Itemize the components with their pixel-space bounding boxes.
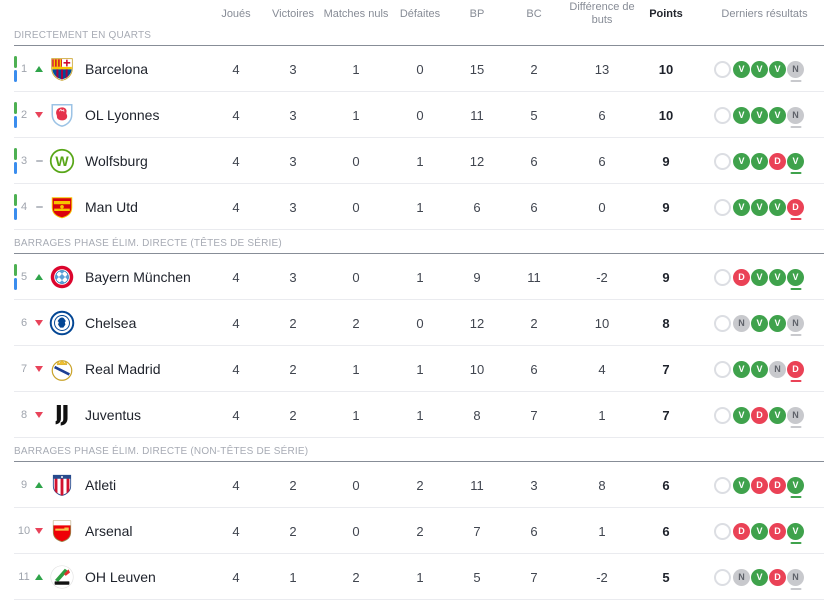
stat-points: 10 [658, 61, 674, 77]
team-name[interactable]: Man Utd [85, 199, 138, 215]
rank: 7 [20, 363, 28, 375]
result-circle: V [751, 107, 768, 124]
section-label: DIRECTEMENT EN QUARTS [14, 30, 152, 41]
recent-results [692, 523, 837, 540]
stat-points: 7 [662, 407, 670, 423]
section-label: BARRAGES PHASE ÉLIM. DIRECTE (TÊTES DE SÉRIE) [14, 238, 282, 249]
stat-goals-for: 8 [473, 407, 481, 423]
recent-results [692, 569, 837, 586]
stat-goals-against: 7 [530, 407, 538, 423]
upcoming-match-circle [714, 269, 731, 286]
stat-played: 4 [232, 107, 240, 123]
stat-goal-difference: 4 [598, 361, 606, 377]
stat-played: 4 [232, 569, 240, 585]
upcoming-match-circle [714, 107, 731, 124]
upcoming-match-circle [714, 569, 731, 586]
recent-results [692, 61, 837, 78]
table-row[interactable] [0, 184, 837, 230]
stat-points: 10 [658, 107, 674, 123]
stat-goal-difference: 6 [598, 153, 606, 169]
table-row[interactable] [0, 462, 837, 508]
column-header-goal-difference: Différence de buts [569, 1, 635, 26]
stat-losses: 1 [416, 361, 424, 377]
rank: 3 [20, 155, 28, 167]
stat-goal-difference: 1 [598, 407, 606, 423]
stat-points: 5 [662, 569, 670, 585]
recent-results [692, 107, 837, 124]
stat-wins: 2 [289, 361, 297, 377]
rank: 2 [20, 109, 28, 121]
team-crest-icon [49, 564, 75, 590]
movement-icon [33, 66, 45, 72]
latest-result-underline [790, 542, 801, 544]
column-header-played: Joués [221, 7, 251, 20]
result-circle: V [751, 315, 768, 332]
stat-wins: 2 [289, 407, 297, 423]
team-crest-icon [49, 518, 75, 544]
team-name[interactable]: Atleti [85, 477, 117, 493]
team-cell [0, 462, 208, 508]
latest-result-underline [790, 380, 801, 382]
team-crest-icon [49, 194, 75, 220]
table-row[interactable] [0, 346, 837, 392]
stat-goals-for: 15 [469, 61, 485, 77]
rank: 9 [20, 479, 28, 491]
column-header-losses: Défaites [399, 7, 441, 20]
stat-losses: 0 [416, 61, 424, 77]
result-circle: V [787, 269, 804, 286]
stat-draws: 2 [352, 569, 360, 585]
stat-goals-against: 6 [530, 361, 538, 377]
stat-goals-against: 6 [530, 153, 538, 169]
stat-wins: 2 [289, 315, 297, 331]
result-circle: D [769, 569, 786, 586]
result-circle: D [751, 477, 768, 494]
stat-points: 6 [662, 523, 670, 539]
team-crest-icon [49, 102, 75, 128]
team-name[interactable]: Bayern München [85, 269, 191, 285]
upcoming-match-circle [714, 61, 731, 78]
rank: 6 [20, 317, 28, 329]
stat-wins: 2 [289, 477, 297, 493]
table-row[interactable] [0, 392, 837, 438]
recent-results [692, 315, 837, 332]
rank: 5 [20, 271, 28, 283]
result-circle: V [733, 61, 750, 78]
stat-goals-for: 5 [473, 569, 481, 585]
table-row[interactable] [0, 138, 837, 184]
latest-result-underline [790, 496, 801, 498]
result-circle: V [751, 569, 768, 586]
upcoming-match-circle [714, 523, 731, 540]
latest-result-underline [790, 334, 801, 336]
stat-wins: 1 [289, 569, 297, 585]
stat-losses: 1 [416, 569, 424, 585]
result-circle: D [769, 153, 786, 170]
team-name[interactable]: Real Madrid [85, 361, 161, 377]
team-crest-icon [49, 402, 75, 428]
table-row[interactable] [0, 300, 837, 346]
table-row[interactable] [0, 46, 837, 92]
upcoming-match-circle [714, 477, 731, 494]
latest-result-underline [790, 288, 801, 290]
team-crest-icon [49, 148, 75, 174]
upcoming-match-circle [714, 315, 731, 332]
stat-goals-for: 12 [469, 315, 485, 331]
stat-wins: 3 [289, 61, 297, 77]
stat-losses: 1 [416, 407, 424, 423]
latest-result-underline [790, 172, 801, 174]
result-circle: N [787, 107, 804, 124]
result-circle: V [769, 199, 786, 216]
upcoming-match-circle [714, 407, 731, 424]
standings-table-body [0, 28, 837, 600]
column-header-draws: Matches nuls [323, 7, 389, 20]
stat-goals-for: 11 [470, 107, 484, 123]
stat-goal-difference: -2 [596, 269, 608, 285]
stat-goals-for: 11 [470, 477, 484, 493]
stat-points: 9 [662, 153, 670, 169]
result-circle: D [733, 269, 750, 286]
latest-result-underline [790, 588, 801, 590]
result-circle: D [769, 477, 786, 494]
latest-result-underline [790, 126, 801, 128]
stat-draws: 0 [352, 199, 360, 215]
stat-points: 9 [662, 269, 670, 285]
result-circle: N [787, 315, 804, 332]
latest-result-underline [790, 426, 801, 428]
result-circle: D [787, 361, 804, 378]
latest-result-underline [790, 80, 801, 82]
stat-goals-for: 10 [469, 361, 485, 377]
stat-played: 4 [232, 361, 240, 377]
table-header-row [0, 0, 837, 28]
stat-played: 4 [232, 269, 240, 285]
stat-played: 4 [232, 523, 240, 539]
team-name[interactable]: Arsenal [85, 523, 133, 539]
table-row[interactable] [0, 254, 837, 300]
section-header [0, 28, 837, 46]
result-circle: D [787, 199, 804, 216]
result-circle: V [787, 477, 804, 494]
stat-losses: 1 [416, 199, 424, 215]
stat-goals-against: 2 [530, 315, 538, 331]
movement-icon [33, 274, 45, 280]
stat-goals-against: 6 [530, 199, 538, 215]
stat-goals-for: 7 [473, 523, 481, 539]
result-circle: V [787, 523, 804, 540]
team-crest-icon [49, 56, 75, 82]
team-crest-icon [49, 310, 75, 336]
result-circle: V [769, 107, 786, 124]
column-header-wins: Victoires [272, 7, 314, 20]
result-circle: N [769, 361, 786, 378]
rank: 10 [17, 525, 31, 537]
stat-goal-difference: 0 [598, 199, 606, 215]
table-row[interactable] [0, 92, 837, 138]
result-circle: V [769, 407, 786, 424]
stat-points: 6 [662, 477, 670, 493]
stat-goals-against: 5 [530, 107, 538, 123]
result-circle: V [751, 61, 768, 78]
column-header-goals-for: BP [469, 7, 485, 20]
stat-points: 7 [662, 361, 670, 377]
column-header-goals-against: BC [526, 7, 542, 20]
stat-losses: 0 [416, 315, 424, 331]
upcoming-match-circle [714, 153, 731, 170]
stat-draws: 1 [352, 407, 360, 423]
stat-draws: 0 [352, 477, 360, 493]
recent-results [692, 361, 837, 378]
result-circle: V [733, 477, 750, 494]
team-cell [0, 184, 208, 230]
stat-losses: 1 [416, 269, 424, 285]
result-circle: V [769, 61, 786, 78]
stat-goal-difference: 10 [594, 315, 610, 331]
team-cell [0, 508, 208, 554]
team-cell [0, 346, 208, 392]
team-cell [0, 300, 208, 346]
movement-icon [33, 412, 45, 418]
team-name[interactable]: Wolfsburg [85, 153, 148, 169]
stat-draws: 0 [352, 153, 360, 169]
result-circle: N [787, 407, 804, 424]
team-name[interactable]: OL Lyonnes [85, 107, 160, 123]
team-cell [0, 554, 208, 600]
result-circle: V [769, 315, 786, 332]
result-circle: V [733, 153, 750, 170]
stat-draws: 0 [352, 523, 360, 539]
movement-icon [33, 482, 45, 488]
result-circle: V [751, 269, 768, 286]
recent-results [692, 153, 837, 170]
rank: 8 [20, 409, 28, 421]
stat-losses: 0 [416, 107, 424, 123]
stat-played: 4 [232, 407, 240, 423]
result-circle: V [733, 407, 750, 424]
result-circle: V [733, 199, 750, 216]
team-name[interactable]: OH Leuven [85, 569, 156, 585]
result-circle: D [751, 407, 768, 424]
movement-icon [33, 160, 45, 162]
stat-goal-difference: 8 [598, 477, 606, 493]
upcoming-match-circle [714, 361, 731, 378]
result-circle: V [787, 153, 804, 170]
result-circle: N [733, 315, 750, 332]
rank: 11 [18, 571, 30, 583]
stat-played: 4 [232, 153, 240, 169]
rank: 4 [20, 201, 28, 213]
team-name[interactable]: Chelsea [85, 315, 137, 331]
result-circle: N [733, 569, 750, 586]
column-header-points: Points [649, 7, 683, 20]
section-label: BARRAGES PHASE ÉLIM. DIRECTE (NON-TÊTES DE SÉRIE) [14, 446, 309, 457]
recent-results [692, 269, 837, 286]
result-circle: V [733, 361, 750, 378]
stat-goals-for: 6 [473, 199, 481, 215]
team-cell [0, 92, 208, 138]
movement-icon [33, 528, 45, 534]
stat-goal-difference: 13 [594, 61, 610, 77]
stat-goal-difference: 6 [598, 107, 606, 123]
stat-goals-against: 3 [530, 477, 538, 493]
stat-goals-for: 12 [469, 153, 485, 169]
movement-icon [33, 320, 45, 326]
result-circle: V [769, 269, 786, 286]
stat-draws: 1 [352, 61, 360, 77]
result-circle: V [751, 361, 768, 378]
table-row[interactable] [0, 508, 837, 554]
stat-played: 4 [232, 315, 240, 331]
stat-played: 4 [232, 199, 240, 215]
stat-losses: 2 [416, 477, 424, 493]
movement-icon [33, 366, 45, 372]
stat-wins: 2 [289, 523, 297, 539]
stat-goals-against: 7 [530, 569, 538, 585]
movement-icon [33, 206, 45, 208]
team-cell [0, 46, 208, 92]
stat-draws: 1 [352, 107, 360, 123]
stat-played: 4 [232, 477, 240, 493]
result-circle: V [751, 199, 768, 216]
recent-results [692, 477, 837, 494]
team-cell [0, 392, 208, 438]
stat-goals-against: 6 [530, 523, 538, 539]
movement-icon [33, 112, 45, 118]
stat-draws: 0 [352, 269, 360, 285]
result-circle: N [787, 569, 804, 586]
section-header [0, 438, 837, 462]
stat-draws: 2 [352, 315, 360, 331]
team-name[interactable]: Juventus [85, 407, 142, 423]
stat-draws: 1 [352, 361, 360, 377]
stat-wins: 3 [289, 199, 297, 215]
stat-goals-for: 9 [473, 269, 481, 285]
team-name[interactable]: Barcelona [85, 61, 149, 77]
upcoming-match-circle [714, 199, 731, 216]
recent-results [692, 199, 837, 216]
stat-goals-against: 2 [530, 61, 538, 77]
team-crest-icon [49, 264, 75, 290]
result-circle: D [733, 523, 750, 540]
team-crest-icon [49, 472, 75, 498]
result-circle: V [751, 523, 768, 540]
stat-wins: 3 [289, 107, 297, 123]
recent-results [692, 407, 837, 424]
movement-icon [33, 574, 45, 580]
result-circle: V [751, 153, 768, 170]
team-crest-icon [49, 356, 75, 382]
section-header [0, 230, 837, 254]
stat-wins: 3 [289, 153, 297, 169]
team-cell [0, 138, 208, 184]
stat-goal-difference: -2 [596, 569, 608, 585]
svg-text:W: W [55, 152, 69, 169]
result-circle: D [769, 523, 786, 540]
result-circle: V [733, 107, 750, 124]
stat-wins: 3 [289, 269, 297, 285]
stat-goals-against: 11 [527, 269, 541, 285]
rank: 1 [20, 63, 28, 75]
latest-result-underline [790, 218, 801, 220]
team-cell [0, 254, 208, 300]
stat-points: 8 [662, 315, 670, 331]
stat-goal-difference: 1 [598, 523, 606, 539]
stat-losses: 1 [416, 153, 424, 169]
column-header-recent-results: Derniers résultats [721, 7, 808, 20]
table-row[interactable] [0, 554, 837, 600]
stat-losses: 2 [416, 523, 424, 539]
result-circle: N [787, 61, 804, 78]
stat-played: 4 [232, 61, 240, 77]
stat-points: 9 [662, 199, 670, 215]
